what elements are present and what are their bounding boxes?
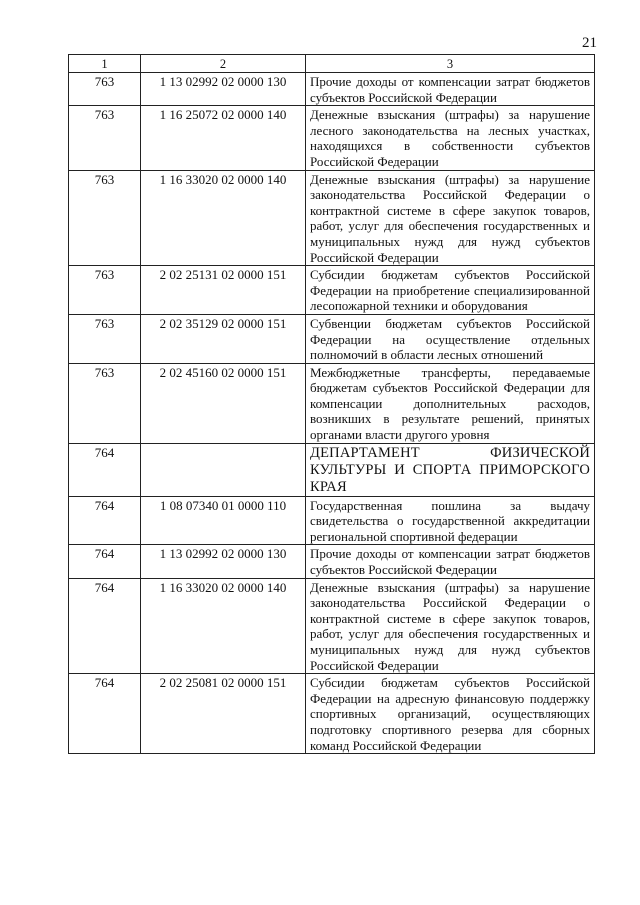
column-header-3: 3 bbox=[306, 55, 595, 73]
table-row bbox=[69, 443, 595, 496]
table-row bbox=[69, 314, 595, 363]
table-body bbox=[69, 73, 595, 754]
table-row bbox=[69, 545, 595, 578]
revenue-code-cell: 1 16 25072 02 0000 140 bbox=[141, 106, 306, 170]
table-row bbox=[69, 578, 595, 674]
page-number: 21 bbox=[582, 35, 597, 51]
admin-code-cell: 763 bbox=[69, 363, 141, 443]
revenue-description-cell: Денежные взыскания (штрафы) за нарушение законодательства Российской Федерации о контрактной системе в сфере закупок товаров, работ, услуг для обеспечения государственных и муниципальных нужд для нужд субъектов Российской Федерации bbox=[306, 170, 595, 266]
revenue-code-cell: 1 08 07340 01 0000 110 bbox=[141, 496, 306, 545]
revenue-code-cell: 2 02 25131 02 0000 151 bbox=[141, 266, 306, 315]
revenue-description-cell: Межбюджетные трансферты, передаваемые бюджетам субъектов Российской Федерации для компенсации дополнительных расходов, возникших в результате решений, принятых органами власти другого уровня bbox=[306, 363, 595, 443]
column-header-1: 1 bbox=[69, 55, 141, 73]
table-row bbox=[69, 106, 595, 170]
table-row bbox=[69, 363, 595, 443]
table-row bbox=[69, 674, 595, 754]
revenue-code-cell: 2 02 35129 02 0000 151 bbox=[141, 314, 306, 363]
admin-code-cell: 764 bbox=[69, 443, 141, 496]
revenue-description-cell: Субсидии бюджетам субъектов Российской Федерации на адресную финансовую поддержку спортивных организаций, осуществляющих подготовку спортивного резерва для сборных команд Российской Федерации bbox=[306, 674, 595, 754]
revenue-code-cell: 1 16 33020 02 0000 140 bbox=[141, 578, 306, 674]
revenue-description-cell: Субсидии бюджетам субъектов Российской Федерации на приобретение специализированной лесопожарной техники и оборудования bbox=[306, 266, 595, 315]
revenue-code-cell: 1 13 02992 02 0000 130 bbox=[141, 545, 306, 578]
table-row bbox=[69, 170, 595, 266]
admin-code-cell: 763 bbox=[69, 314, 141, 363]
table-row bbox=[69, 73, 595, 106]
revenue-description-cell: Денежные взыскания (штрафы) за нарушение законодательства Российской Федерации о контрактной системе в сфере закупок товаров, работ, услуг для обеспечения государственных и муниципальных нужд для нужд субъектов Российской Федерации bbox=[306, 578, 595, 674]
revenue-description-cell: Прочие доходы от компенсации затрат бюджетов субъектов Российской Федерации bbox=[306, 73, 595, 106]
revenue-description-cell: Денежные взыскания (штрафы) за нарушение лесного законодательства на лесных участках, находящихся в собственности субъектов Российской Федерации bbox=[306, 106, 595, 170]
revenue-description-cell: Государственная пошлина за выдачу свидетельства о государственной аккредитации региональной спортивной федерации bbox=[306, 496, 595, 545]
admin-code-cell: 763 bbox=[69, 170, 141, 266]
column-header-2: 2 bbox=[141, 55, 306, 73]
admin-code-cell: 764 bbox=[69, 578, 141, 674]
revenue-code-cell: 2 02 45160 02 0000 151 bbox=[141, 363, 306, 443]
revenue-description-cell: Прочие доходы от компенсации затрат бюджетов субъектов Российской Федерации bbox=[306, 545, 595, 578]
admin-code-cell: 764 bbox=[69, 545, 141, 578]
table-row bbox=[69, 266, 595, 315]
admin-code-cell: 764 bbox=[69, 496, 141, 545]
admin-code-cell: 764 bbox=[69, 674, 141, 754]
revenue-codes-table bbox=[68, 54, 595, 754]
table-row bbox=[69, 496, 595, 545]
admin-code-cell: 763 bbox=[69, 266, 141, 315]
revenue-code-cell: 1 16 33020 02 0000 140 bbox=[141, 170, 306, 266]
revenue-code-cell: 2 02 25081 02 0000 151 bbox=[141, 674, 306, 754]
revenue-code-cell: 1 13 02992 02 0000 130 bbox=[141, 73, 306, 106]
admin-code-cell: 763 bbox=[69, 106, 141, 170]
admin-code-cell: 763 bbox=[69, 73, 141, 106]
table-header-row bbox=[69, 55, 595, 73]
revenue-code-cell bbox=[141, 443, 306, 496]
department-name-cell: ДЕПАРТАМЕНТ ФИЗИЧЕСКОЙ КУЛЬТУРЫ И СПОРТА ПРИМОРСКОГО КРАЯ bbox=[306, 443, 595, 496]
revenue-description-cell: Субвенции бюджетам субъектов Российской Федерации на осуществление отдельных полномочий в области лесных отношений bbox=[306, 314, 595, 363]
